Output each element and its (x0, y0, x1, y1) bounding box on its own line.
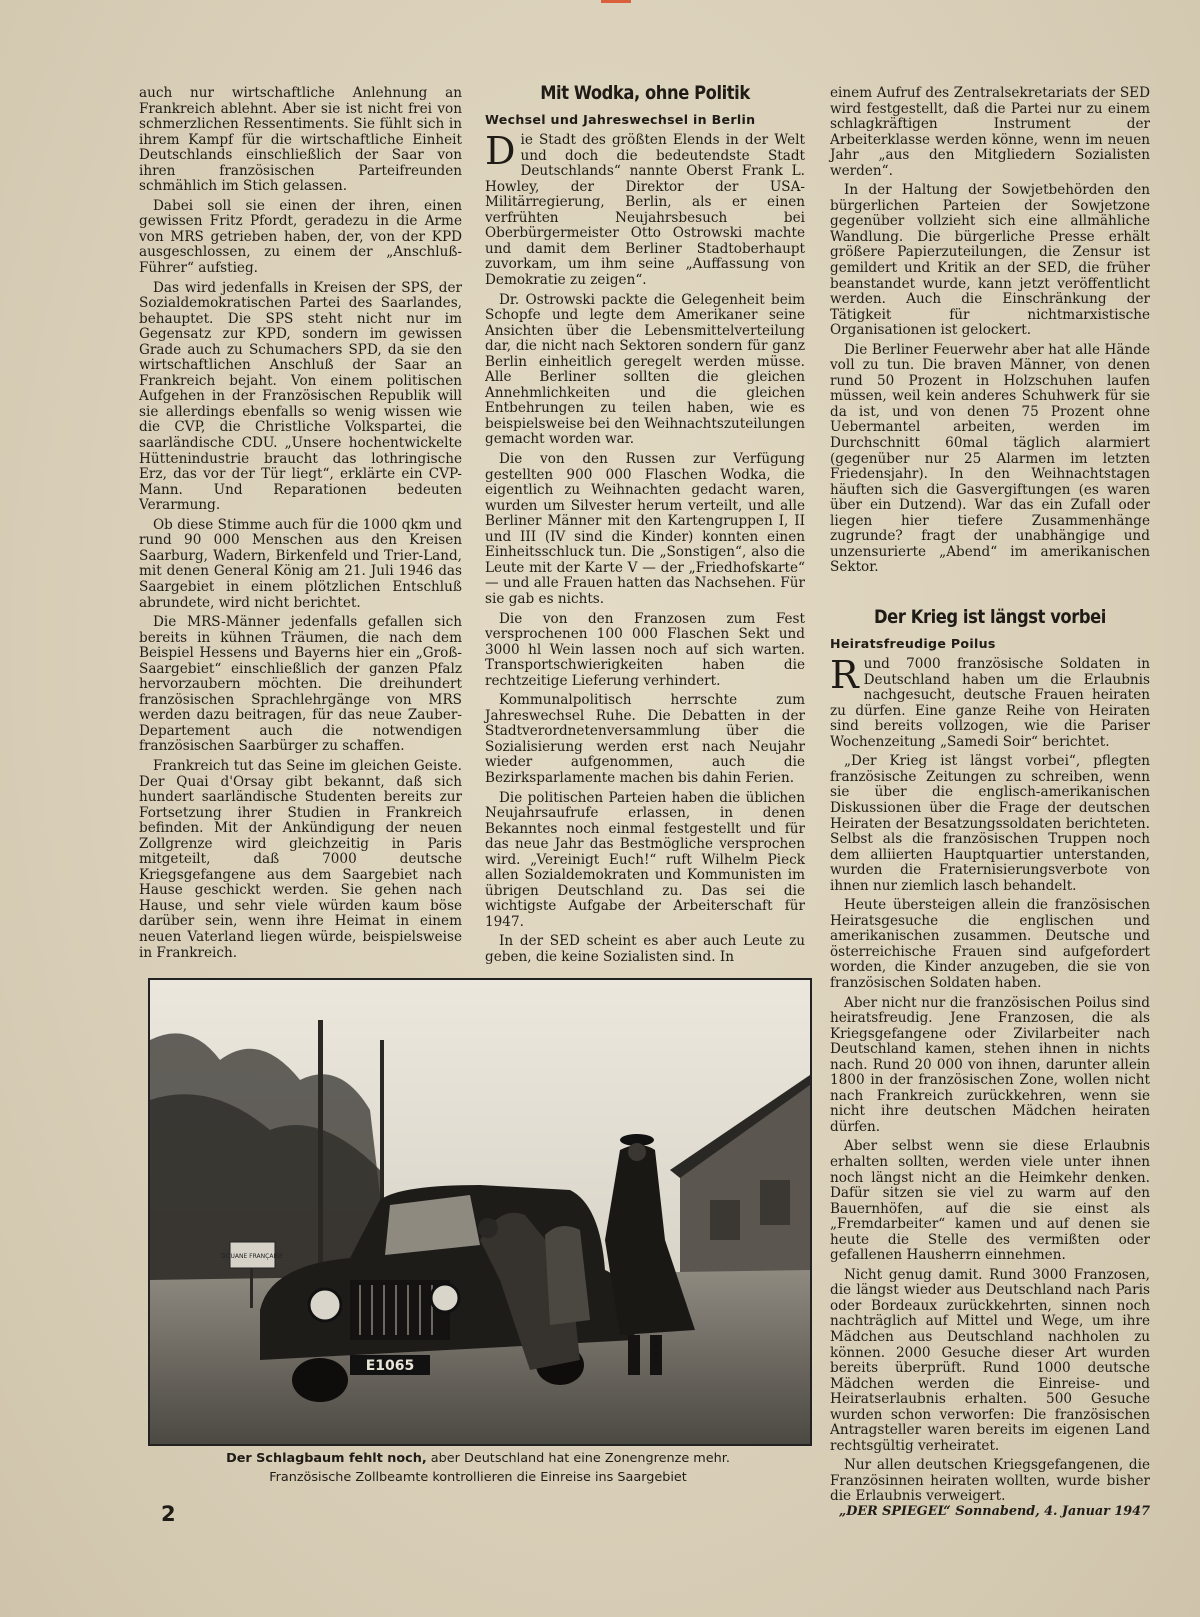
publication-footer: „DER SPIEGEL“ Sonnabend, 4. Januar 1947 (838, 1504, 1150, 1519)
paragraph: Kommunalpolitisch herrschte zum Jahreswechsel Ruhe. Die Debatten in der Stadtverordnetenversammlung über die Sozialisierung werden erst nach Neujahr wieder aufgenommen, auch die Bezirksparlamente machen bis dahin Ferien. (485, 692, 805, 786)
drop-cap: R (830, 653, 859, 698)
paragraph-text: ie Stadt des größten Elends in der Welt und doch die bedeutendste Stadt Deutschlands“ nannte Oberst Frank L. Howley, der Direktor der USA-Militärregierung, Berlin, als er einen verfrühten Neujahrsbesuch bei Oberbürgermeister Otto Ostrowski machte und damit dem Berliner Stadtoberhaupt zuvorkam, um ihm seine „Auffassung von Demokratie zu zeigen“. (485, 132, 805, 289)
paragraph: auch nur wirtschaftliche Anlehnung an Frankreich ablehnt. Aber sie ist nicht frei von schmerzlichen Ressentiments. Sie fühlt sich in ihrem Kampf für die wirtschaftliche Einheit Deutschlands einschließlich der Saar von ihren französischen Parteifreunden schmählich im Stich gelassen. (139, 85, 462, 195)
article-column-2 (485, 84, 805, 970)
article-column-3 (830, 86, 1150, 1509)
drop-cap: D (485, 129, 516, 174)
paragraph: „Der Krieg ist längst vorbei“, pflegten französische Zeitungen zu schreiben, wenn sie über die englisch-amerikanischen Diskussionen über die Frage der deutschen Heiraten der Besatzungssoldaten berichteten. Selbst als die französischen Truppen noch dem alliierten Hauptquartier unterstanden, wurden die Fraternisierungsverbote von ihnen nur ziemlich lasch behandelt. (830, 753, 1150, 894)
photo-caption (148, 1449, 808, 1487)
caption-text: aber Deutschland hat eine Zonengrenze mehr. (426, 1451, 730, 1466)
paragraph: In der SED scheint es aber auch Leute zu geben, die keine Sozialisten sind. In (485, 933, 805, 965)
top-color-mark (601, 0, 631, 3)
article-subhead-berlin: Wechsel und Jahreswechsel in Berlin (485, 111, 756, 127)
paragraph: Das wird jedenfalls in Kreisen der SPS, der Sozialdemokratischen Partei des Saarlandes, behauptet. Die SPS steht nicht nur im Gegensatz zur KPD, sondern im gewissen Grade auch zu Schumachers SPD, da sie den wirtschaftlichen Anschluß der Saar an Frankreich bejaht. Von einem politischen Aufgehen in der Französischen Republik will sie allerdings ebenfalls so wenig wissen wie die CVP, die Christliche Volkspartei, die saarländische CDU. „Unsere hochentwickelte Hüttenindustrie braucht das lothringische Erz, das vor der Tür liegt“, erklärte ein CVP-Mann. Und Reparationen bedeuten Verarmung. (139, 279, 462, 514)
paragraph-text: und 7000 französische Soldaten in Deutschland haben um die Erlaubnis nachgesucht, deutsche Frauen heiraten zu dürfen. Eine ganze Reihe von Heiraten sind bereits vollzogen, wie die Pariser Wochenzeitung „Samedi Soir“ berichtet. (830, 656, 1150, 750)
paragraph: Die politischen Parteien haben die üblichen Neujahrsaufrufe erlassen, in denen Bekanntes noch einmal festgestellt und für das neue Jahr das Bestmögliche versprochen wird. „Vereinigt Euch!“ ruft Wilhelm Pieck allen Sozialdemokraten und Kommunisten im übrigen Deutschland zu. Das sei die wichtigste Aufgabe der Arbeiterschaft für 1947. (485, 789, 805, 930)
caption-line-2: Französische Zollbeamte kontrollieren die Einreise ins Saargebiet (269, 1470, 687, 1485)
paragraph: Nicht genug damit. Rund 3000 Franzosen, die längst wieder aus Deutschland nach Paris oder Bordeaux zurückkehrten, sinnen noch nachträglich auf Mittel und Wege, um ihre Mädchen aus Deutschland nachholen zu können. 2000 Gesuche dieser Art wurden bereits überprüft. Rund 1000 deutsche Mädchen werden die Einreise- und Heiratserlaubnis erhalten. 500 Gesuche wurden schon verworfen: Die französischen Antragsteller waren bereits im eigenen Land rechtsgültig verheiratet. (830, 1266, 1150, 1454)
article-column-1 (139, 86, 462, 965)
article-headline-wodka: Mit Wodka, ohne Politik (540, 82, 750, 104)
license-plate-text: E1065 (365, 1358, 415, 1374)
paragraph: Die von den Franzosen zum Fest versprochenen 100 000 Flaschen Sekt und 3000 hl Wein lassen noch auf sich warten. Transportschwierigkeiten haben die rechtzeitige Lieferung verhindert. (485, 610, 805, 689)
paragraph: Ob diese Stimme auch für die 1000 qkm und rund 90 000 Menschen aus den Kreisen Saarburg, Wadern, Birkenfeld und Trier-Land, mit denen General König am 21. Juli 1946 das Saargebiet in einem plötzlichen Entschluß abrundete, wird nicht berichtet. (139, 516, 462, 611)
paragraph: In der Haltung der Sowjetbehörden den bürgerlichen Parteien der Sowjetzone gegenüber vollzieht sich eine allmähliche Wandlung. Die bürgerliche Presse erhält größere Papierzuteilungen, die Zensur ist gemildert und Kritik an der SED, die früher beanstandet wurde, kann jetzt veröffentlicht werden. Auch die Einschränkung der Tätigkeit für nichtmarxistische Organisationen ist gelockert. (830, 182, 1150, 339)
paragraph-lead (485, 129, 805, 289)
article-headline-krieg: Der Krieg ist längst vorbei (874, 605, 1106, 628)
paragraph: Die Berliner Feuerwehr aber hat alle Hände voll zu tun. Die braven Männer, von denen rund 50 Prozent in Holzschuhen laufen müssen, weil kein anderes Schuhwerk für sie da ist, und von denen 75 Prozent ohne Uebermantel arbeiten, werden im Durchschnitt 60mal täglich alarmiert (gegenüber nur 25 Alarmen im letzten Friedensjahr). In den Weihnachtstagen häuften sich die Gasvergiftungen (es waren über ein Dutzend). War das ein Zufall oder liegen hier tiefere Zusammenhänge zugrunde? fragt der unabhängige und unzensurierte „Abend“ im amerikanischen Sektor. (830, 341, 1150, 576)
paragraph: Frankreich tut das Seine im gleichen Geiste. Der Quai d'Orsay gibt bekannt, daß sich hundert saarländische Studenten bereits zur Fortsetzung ihrer Studien in Frankreich befinden. Mit der Ankündigung der neuen Zollgrenze wird gleichzeitig in Paris mitgeteilt, daß 7000 deutsche Kriegsgefangene aus dem Saargebiet nach Hause geschickt werden. Sie gehen nach Hause, und sehr viele würden kaum böse darüber sein, wenn ihre Heimat in einem neuen Vaterland liegen würde, beispielsweise in Frankreich. (139, 757, 462, 961)
paragraph: Aber nicht nur die französischen Poilus sind heiratsfreudig. Jene Franzosen, die als Kriegsgefangene oder Zivilarbeiter nach Deutschland kamen, stehen ihnen in nichts nach. Rund 20 000 von ihnen, darunter allein 1800 in der französischen Zone, wollen nicht nach Frankreich zurückkehren, wenn sie nicht ihre deutschen Mädchen heiraten dürfen. (830, 994, 1150, 1135)
paragraph: Heute übersteigen allein die französischen Heiratsgesuche die englischen und amerikanischen zusammen. Deutsche und österreichische Frauen sind aufgefordert worden, die Kinder anzugeben, die sie von französischen Soldaten haben. (830, 897, 1150, 991)
page-number: 2 (161, 1502, 176, 1526)
article-subhead-poilus: Heiratsfreudige Poilus (830, 635, 996, 651)
sign-text: DOUANE FRANÇAISE (221, 1253, 283, 1260)
paragraph: Die MRS-Männer jedenfalls gefallen sich bereits in kühnen Träumen, die nach dem Beispiel Hessens und Bayerns hier ein „Groß-Saargebiet“ einschließlich der ganzen Pfalz hervorzaubern möchten. Die dreihundert französischen Sprachlehrgänge von MRS werden dazu beitragen, für das neue Zauber-Departement auch die notwendigen französischen Saarbürger zu schaffen. (139, 614, 462, 755)
caption-bold: Der Schlagbaum fehlt noch, (226, 1451, 427, 1466)
news-photo-customs-checkpoint (148, 978, 812, 1446)
paragraph: Dr. Ostrowski packte die Gelegenheit beim Schopfe und legte dem Amerikaner seine Ansichten über die Lebensmittelverteilung dar, die nicht nach Sektoren sondern für ganz Berlin einheitlich geregelt werden müsse. Alle Berliner sollten die gleichen Annehmlichkeiten und die gleichen Entbehrungen zu teilen haben, wie es beispielsweise bei den Weihnachtszuteilungen gemacht worden war. (485, 291, 805, 448)
paragraph: einem Aufruf des Zentralsekretariats der SED wird festgestellt, daß die Partei nur zu einem schlagkräftigen Instrument der Arbeiterklasse werden könne, wenn im neuen Jahr „aus den Mitgliedern Sozialisten werden“. (830, 85, 1150, 179)
paragraph-lead (830, 653, 1150, 750)
paragraph: Die von den Russen zur Verfügung gestellten 900 000 Flaschen Wodka, die eigentlich zu Weihnachten gedacht waren, wurden um Silvester herum verteilt, und alle Berliner Männer mit den Kartengruppen I, II und III (IV sind die Kinder) konnten einen Einheitsschluck tun. Die „Sonstigen“, also die Leute mit der Karte V — der „Friedhofskarte“ — und alle Frauen hatten das Nachsehen. Für sie gab es nichts. (485, 451, 805, 607)
paragraph: Nur allen deutschen Kriegsgefangenen, die Französinnen heiraten wollten, wurde bisher die Erlaubnis verweigert. (830, 1457, 1150, 1505)
paragraph: Dabei soll sie einen der ihren, einen gewissen Fritz Pfordt, geradezu in die Arme von MRS getrieben haben, der, von der KPD ausgeschlossen, zu einem der „Anschluß-Führer“ aufstieg. (139, 197, 462, 277)
photo-illustration (150, 980, 810, 1444)
paragraph: Aber selbst wenn sie diese Erlaubnis erhalten sollten, werden viele unter ihnen noch längst nicht an die Heimkehr denken. Dafür sitzen sie viel zu warm auf den Bauernhöfen, auf die sie einst als „Fremdarbeiter“ kamen und auf denen sie heute die Stelle des vermißten oder gefallenen Hausherrn einnehmen. (830, 1138, 1150, 1264)
